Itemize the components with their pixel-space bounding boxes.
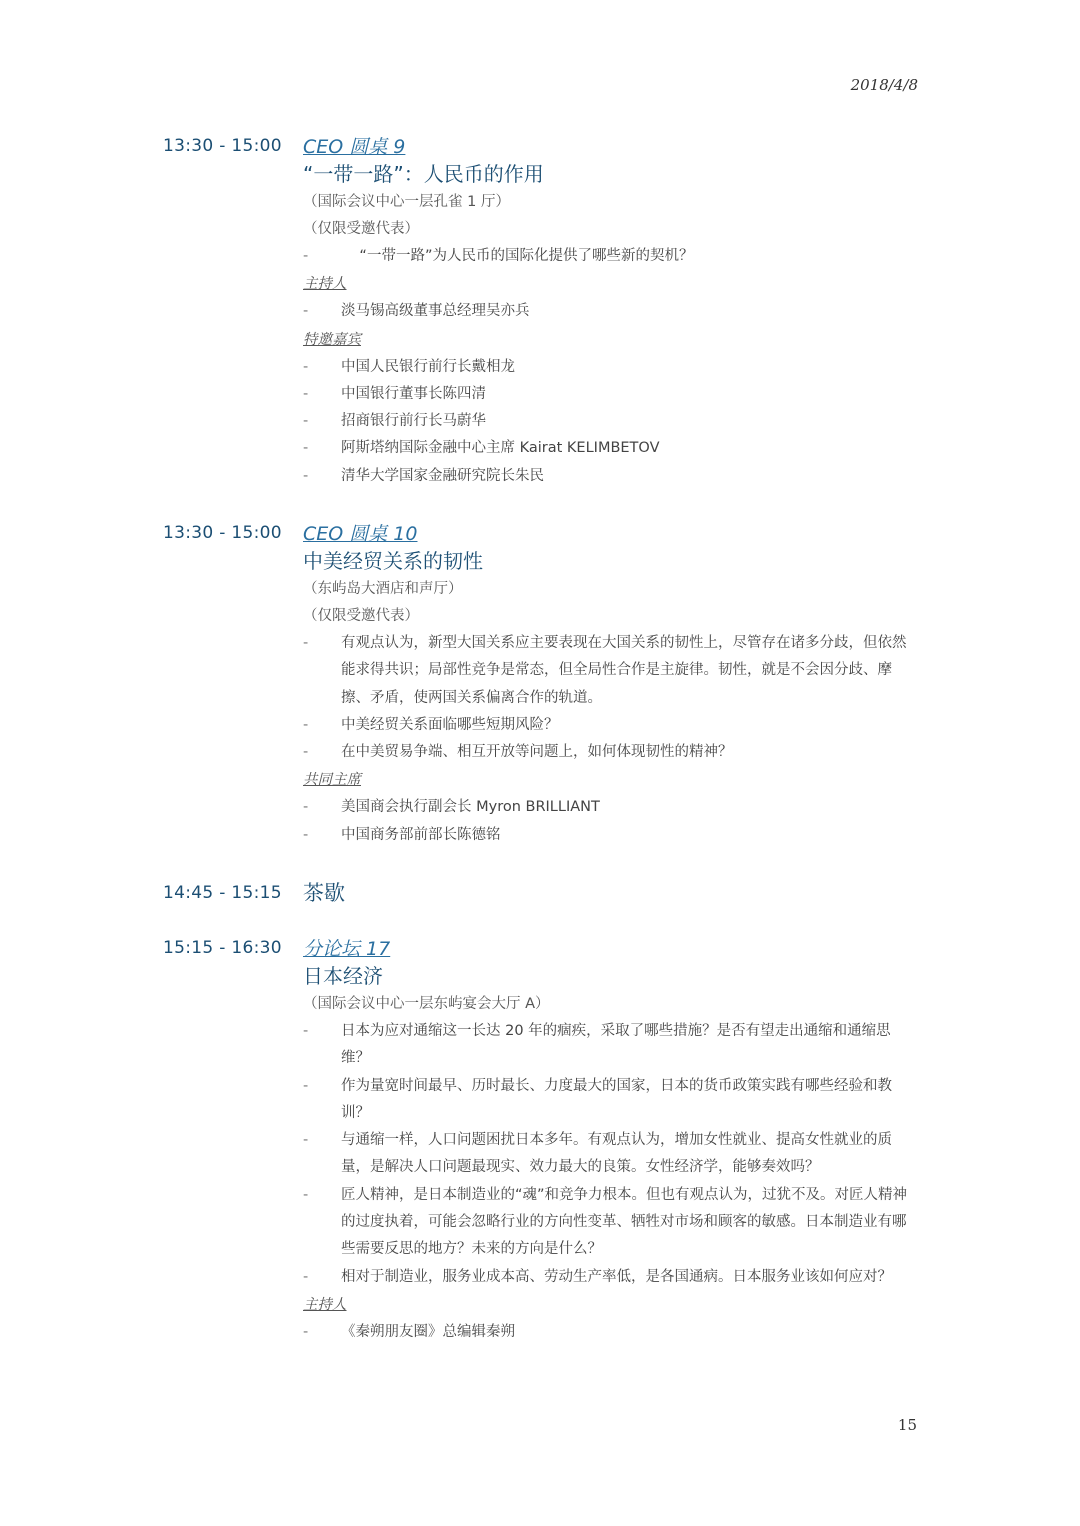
- guest-name: 阿斯塔纳国际金融中心主席 Kairat KELIMBETOV: [341, 440, 660, 457]
- question-item: [303, 1264, 915, 1291]
- list-marker: -: [303, 826, 309, 843]
- session-time: 14:45 - 15:15: [163, 883, 282, 903]
- list-marker: -: [303, 1077, 309, 1094]
- guest-name: 招商银行前行长马蔚华: [341, 413, 486, 430]
- session-time: 15:15 - 16:30: [163, 938, 282, 958]
- guests-label: 特邀嘉宾: [303, 331, 361, 348]
- question-text: 作为量宽时间最早、历时最长、力度最大的国家，日本的货币政策实践有哪些经验和教训？: [341, 1077, 892, 1121]
- header-date: 2018/4/8: [850, 76, 918, 94]
- session-kicker: CEO 圆桌 10: [303, 523, 418, 545]
- question-item: [303, 712, 915, 739]
- list-marker: -: [303, 248, 309, 264]
- session-title: 茶歇: [303, 881, 345, 905]
- question-text: “一带一路”为人民币的国际化提供了哪些新的契机？: [341, 248, 694, 264]
- guest-name: 中国银行董事长陈四清: [341, 385, 486, 402]
- session-venue: （国际会议中心一层东屿宴会大厅 A）: [303, 996, 550, 1012]
- chair-item: [303, 794, 915, 821]
- guest-item: [303, 354, 915, 381]
- list-marker: -: [303, 467, 309, 484]
- list-marker: -: [303, 413, 309, 430]
- question-item: [303, 1127, 915, 1182]
- session-title: 日本经济: [303, 964, 383, 988]
- session-time: 13:30 - 15:00: [163, 136, 282, 156]
- chairs-label: 共同主席: [303, 772, 361, 789]
- question-text: 匠人精神，是日本制造业的“魂”和竞争力根本。但也有观点认为，过犹不及。对匠人精神的过度执着，可能会忽略行业的方向性变革、牺牲对市场和顾客的敏感。日本制造业有哪些需要反思的地方？未来的方向是什么？: [341, 1186, 908, 1258]
- moderator-label: 主持人: [303, 276, 347, 293]
- list-marker: -: [303, 1186, 309, 1203]
- question-text: 中美经贸关系面临哪些短期风险？: [341, 716, 559, 733]
- session-title: 中美经贸关系的韧性: [303, 549, 483, 573]
- guest-item: [303, 408, 915, 435]
- list-marker: -: [303, 1132, 309, 1149]
- question-text: 有观点认为，新型大国关系应主要表现在大国关系的韧性上，尽管存在诸多分歧，但依然能求得共识；局部性竞争是常态，但全局性合作是主旋律。韧性，就是不会因分歧、摩擦、矛盾，使两国关系偏离合作的轨道。: [341, 635, 907, 706]
- chair-item: [303, 822, 915, 849]
- question-text: 在中美贸易争端、相互开放等问题上，如何体现韧性的精神？: [341, 744, 733, 761]
- session-title: “一带一路”：人民币的作用: [303, 162, 544, 186]
- question-item: [303, 630, 915, 712]
- session-body: [303, 937, 915, 1346]
- session-body: [303, 877, 915, 909]
- session-kicker: 分论坛 17: [303, 938, 391, 960]
- list-marker: -: [303, 1323, 309, 1340]
- moderator-name: 淡马锡高级董事总经理吴亦兵: [341, 303, 530, 320]
- session-venue: （国际会议中心一层孔雀 1 厅）: [303, 194, 510, 210]
- guest-name: 清华大学国家金融研究院长朱民: [341, 467, 544, 484]
- list-marker: -: [303, 744, 309, 761]
- session-body: [303, 135, 915, 490]
- question-item: [303, 1182, 915, 1264]
- list-marker: -: [303, 1023, 309, 1039]
- session-kicker: CEO 圆桌 9: [303, 136, 406, 158]
- guest-item: [303, 463, 915, 490]
- question-text: 与通缩一样，人口问题困扰日本多年。有观点认为，增加女性就业、提高女性就业的质量，是解决人口问题最现实、效力最大的良策。女性经济学，能够奏效吗？: [341, 1132, 892, 1176]
- question-item: [303, 739, 915, 766]
- list-marker: -: [303, 303, 309, 320]
- list-marker: -: [303, 635, 309, 651]
- moderator-name: 《秦朔朋友圈》总编辑秦朔: [341, 1323, 515, 1340]
- chair-name: 美国商会执行副会长 Myron BRILLIANT: [341, 799, 600, 816]
- list-marker: -: [303, 716, 309, 733]
- question-item: [303, 243, 915, 270]
- chair-name: 中国商务部前部长陈德铭: [341, 826, 501, 843]
- question-text: 相对于制造业，服务业成本高、劳动生产率低，是各国通病。日本服务业该如何应对？: [341, 1268, 892, 1285]
- session-venue: （东屿岛大酒店和声厅）: [303, 581, 463, 597]
- session-access: （仅限受邀代表）: [303, 221, 419, 237]
- guest-item: [303, 381, 915, 408]
- list-marker: -: [303, 440, 309, 457]
- session-time: 13:30 - 15:00: [163, 523, 282, 543]
- list-marker: -: [303, 1268, 309, 1285]
- list-marker: -: [303, 799, 309, 816]
- list-marker: -: [303, 358, 309, 375]
- moderator-label: 主持人: [303, 1296, 347, 1313]
- question-item: [303, 1018, 915, 1073]
- question-item: [303, 1073, 915, 1128]
- question-text: 日本为应对通缩这一长达 20 年的痼疾，采取了哪些措施？是否有望走出通缩和通缩思维？: [341, 1023, 891, 1067]
- session-body: [303, 522, 915, 849]
- page-number: 15: [897, 1416, 917, 1434]
- moderator-item: [303, 1319, 915, 1346]
- moderator-item: [303, 298, 915, 325]
- session-access: （仅限受邀代表）: [303, 608, 419, 624]
- list-marker: -: [303, 385, 309, 402]
- guest-name: 中国人民银行前行长戴相龙: [341, 358, 515, 375]
- guest-item: [303, 435, 915, 462]
